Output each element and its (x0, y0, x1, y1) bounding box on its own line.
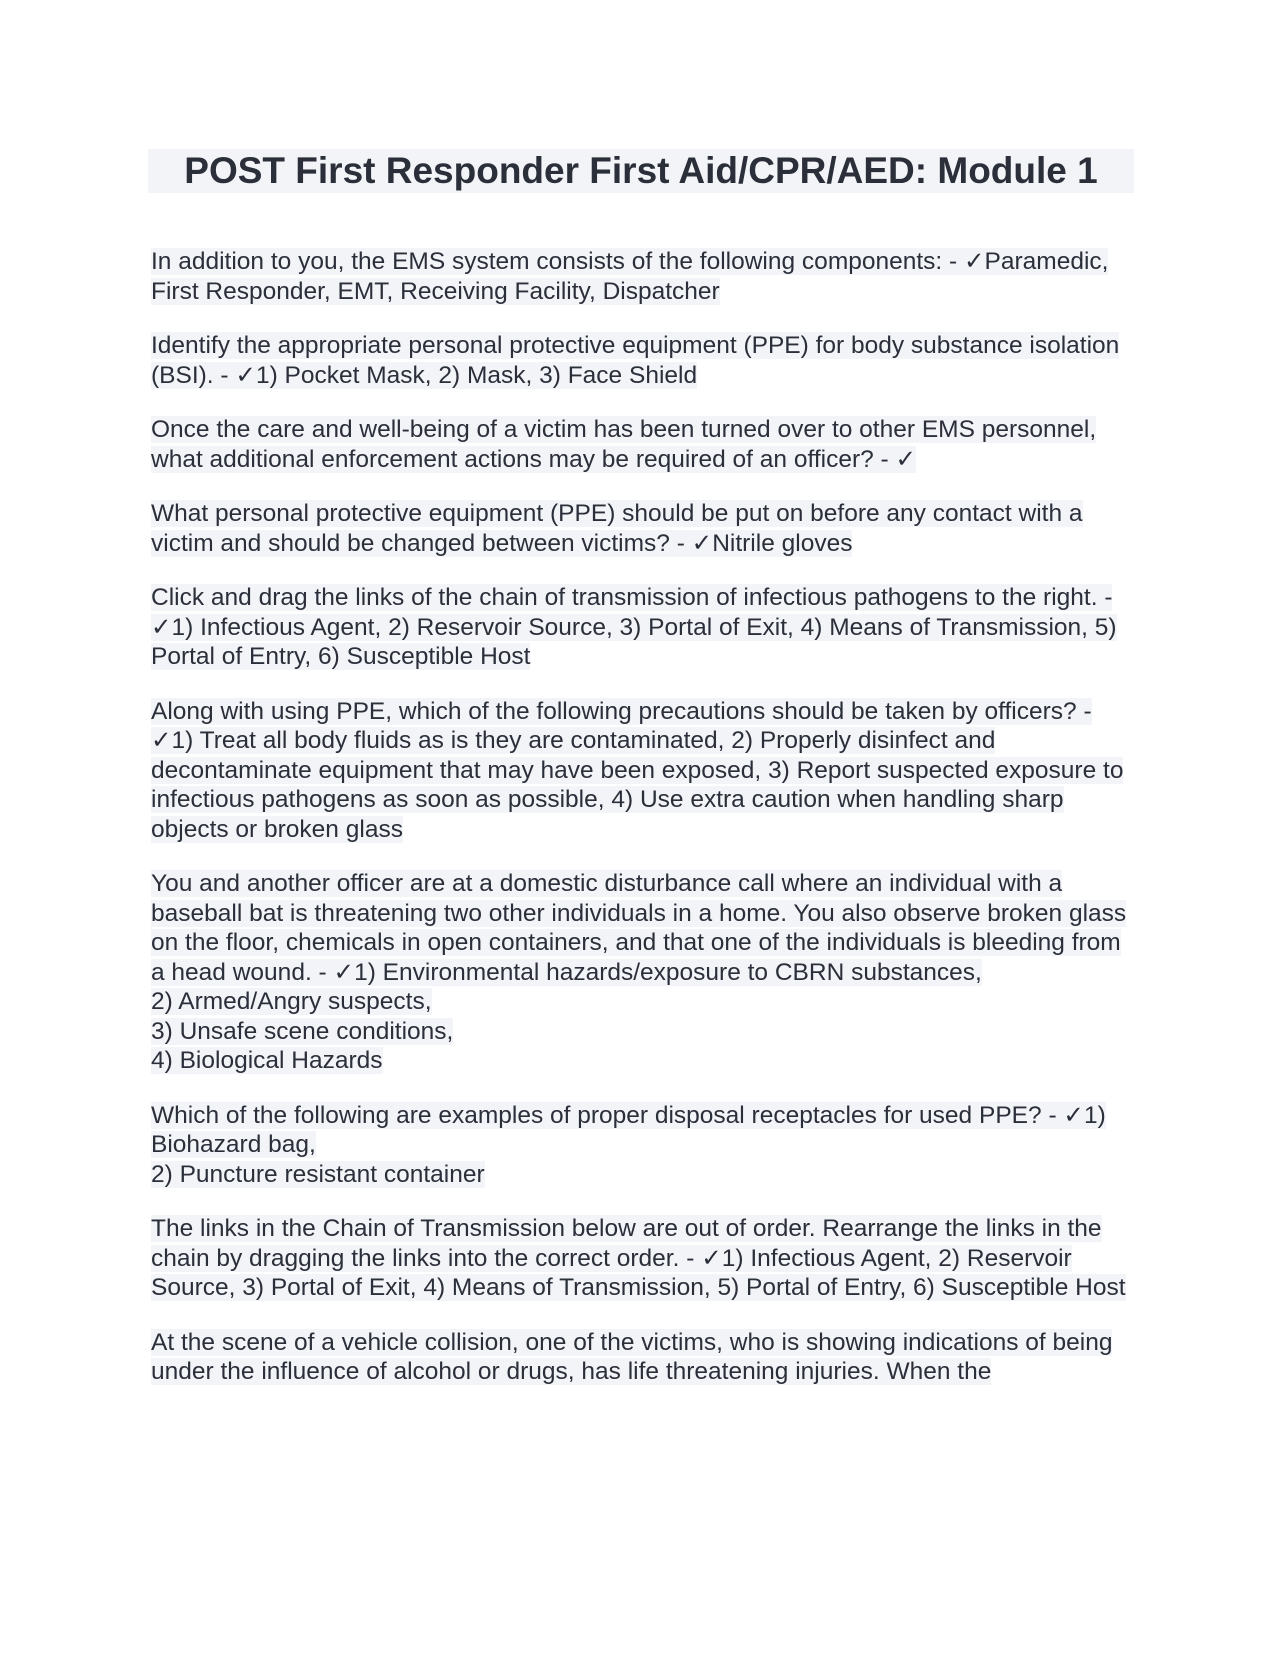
check-icon: ✓ (151, 727, 172, 754)
question-text: You and another officer are at a domestic disturbance call where an individual with a baseball bat is threatening two other individuals in a home. You also observe broken glass on the floor, chemicals in open containers, and that one of the individuals is bleeding from a head wound. (151, 870, 1127, 986)
answer-separator: - (1097, 584, 1113, 611)
qa-item (151, 331, 1136, 390)
qa-item (151, 499, 1136, 558)
check-icon: ✓ (151, 613, 172, 641)
answer-text: 4) Biological Hazards (151, 1047, 383, 1074)
answer-text: 3) Unsafe scene conditions, (151, 1017, 454, 1045)
qa-item (151, 247, 1136, 306)
qa-item (151, 869, 1136, 1076)
question-text: Identify the appropriate personal protective equipment (PPE) for body substance isolation (BSI). (151, 332, 1120, 389)
question-text: What personal protective equipment (PPE) should be put on before any contact with a victim and should be changed between victims? (151, 500, 1083, 557)
question-text: Which of the following are examples of proper disposal receptacles for used PPE? (151, 1101, 1042, 1129)
answer-text: 1) Infectious Agent, 2) Reservoir Source, 3) Portal of Exit, 4) Means of Transmission, 5) Portal of Entry, 6) Susceptible Host (151, 1244, 1126, 1301)
question-text: In addition to you, the EMS system consists of the following components: (151, 248, 943, 275)
answer-text: 1) Pocket Mask, 2) Mask, 3) Face Shield (255, 361, 698, 389)
question-text: At the scene of a vehicle collision, one of the victims, who is showing indications of being under the influence of alcohol or drugs, has life threatening injuries. When the (151, 1328, 1113, 1385)
qa-item (151, 697, 1136, 845)
answer-text: 1) Biohazard bag, (151, 1101, 1106, 1158)
answer-text: 2) Puncture resistant container (151, 1160, 485, 1188)
answer-separator: - (679, 1244, 702, 1272)
answer-separator: - (873, 445, 896, 473)
check-icon: ✓ (333, 958, 355, 986)
check-icon: ✓ (691, 529, 713, 557)
answer-separator: - (213, 361, 236, 389)
answer-separator: - (311, 958, 334, 986)
qa-item (151, 415, 1136, 474)
answer-separator: - (1041, 1101, 1064, 1129)
question-text: Click and drag the links of the chain of transmission of infectious pathogens to the right. (151, 584, 1098, 611)
answer-text: 1) Treat all body fluids as is they are contaminated, 2) Properly disinfect and decontaminate equipment that may have been exposed, 3) Report suspected exposure to infectious pathogens as soon as possible, 4) Use extra caution when handling sharp objects or broken glass (151, 727, 1124, 843)
question-text: Along with using PPE, which of the following precautions should be taken by officers? (151, 697, 1077, 725)
answer-text: 1) Environmental hazards/exposure to CBRN substances, (354, 958, 982, 986)
answer-text: Paramedic, First Responder, EMT, Receiving Facility, Dispatcher (151, 248, 1109, 305)
check-icon: ✓ (701, 1244, 722, 1272)
qa-list (151, 247, 1136, 1412)
check-icon: ✓ (964, 248, 985, 275)
answer-text: 2) Armed/Angry suspects, (151, 988, 432, 1015)
check-icon: ✓ (895, 445, 917, 473)
answer-text: 1) Infectious Agent, 2) Reservoir Source, 3) Portal of Exit, 4) Means of Transmission, 5) Portal of Entry, 6) Susceptible Host (151, 613, 1117, 670)
check-icon: ✓ (235, 361, 256, 389)
answer-separator: - (942, 248, 964, 275)
qa-item (151, 1101, 1136, 1190)
document-title: POST First Responder First Aid/CPR/AED: Module 1 (184, 150, 1098, 191)
qa-item (151, 583, 1136, 672)
answer-separator: - (669, 529, 692, 557)
answer-text: Nitrile gloves (712, 529, 853, 557)
answer-separator: - (1076, 697, 1092, 725)
qa-item (151, 1214, 1136, 1303)
question-text: The links in the Chain of Transmission below are out of order. Rearrange the links in the chain by dragging the links into the correct order. (151, 1215, 1102, 1272)
qa-item (151, 1328, 1136, 1387)
check-icon: ✓ (1063, 1101, 1084, 1129)
question-text: Once the care and well-being of a victim has been turned over to other EMS personnel, what additional enforcement actions may be required of an officer? (151, 416, 1097, 473)
